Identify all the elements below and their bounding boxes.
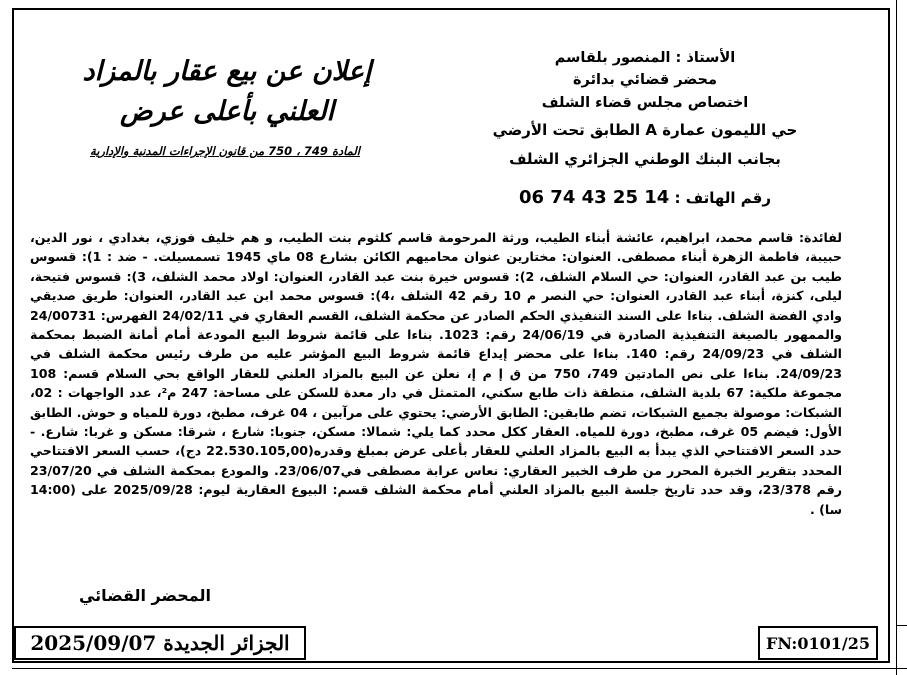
announcement-body: لفائدة: قاسم محمد، ابراهيم، عائشة أبناء الطيب، ورثة المرحومة قاسم كلثوم بنت الطيب، و هم خليف فوزي، بغدادي ، نور الدين، حبيبة، فاطمة الزهرة أبناء مصطفى. العنوان: مختارين عنوان محاميهم الكائن بشارع 08 ماي 1945 تسمسيلت. - ضد : 1): قسوس طيب بن عبد القادر، العنوان: حي السلام الشلف، 2): قسوس خيرة بنت عبد القادر، العنوان: اولاد محمد الشلف، 3): قسوس فتيحة، ليلى، كنزة، أبناء عبد القادر، العنوان: حي النصر م 10 رقم 42 الشلف ،4): قسوس محمد ابن عبد القادر، العنوان: طريق صديقي وادي الفضة الشلف. بناءا على السند التنفيذي الحكم الصادر عن محكمة الشلف، القسم العقاري في 24/02/11 الفهرس: 24/00731 والممهور بالصيغة التنفيذية الصادرة في 24/06/19 رقم: 1023. بناءا على قائمة شروط البيع المودعة أمام أمانة الضبط بمحكمة الشلف في 24/09/23 رقم: 140. بناءا على محضر إيداع قائمة شروط البيع المؤشر عليه من طرف رئيس محكمة الشلف في 24/09/23. بناءا على نص المادتين 749، 750 من ق إ م إ، نعلن عن البيع بالمزاد العلني للعقار الواقع بحي السلام قسم: 108 مجموعة ملكية: 67 بلدية الشلف، منطقة ذات طابع سكني، المتمثل في دار معدة للسكن على مساحة: 247 م²، عدد الواجهات : 02، الشبكات: موصولة بجميع الشبكات، تضم طابقين: الطابق الأرضي: يحتوي على مرآبين ، 04 غرف، مطبخ، دورة للمياه و حوش. الطابق الأول: فيضم 05 غرف، مطبخ، دورة للمياه. العقار ككل محدد كما يلي: شمالا: مسكن، جنوبا: شارع ، شرقا: مسكن و غربا: شارع. - حدد السعر الافتتاحي الذي يبدأ به البيع بالمزاد العلني للعقار بأعلى عرض بمبلغ وقدره(22.530.105,00 دج)، حسب السعر الافتتاحي المحدد بتقرير الخبرة المحرر من طرف الخبير العقاري: نعاس عرابة مصطفى في23/06/07. والمودع بمحكمة الشلف في 23/07/20 رقم 23/378، وقد حدد تاريخ جلسة البيع بالمزاد العلني أمام محكمة الشلف قسم: البيوع العقارية ليوم: 2025/09/28 على (14:00 سا) . (30, 230, 843, 517)
fn-code: FN:0101/25 (766, 633, 870, 653)
signature: المحضر القضائي (78, 586, 211, 605)
column-divider (896, 0, 897, 675)
newspaper-label: الجزائر الجديدة 2025/09/07 (30, 631, 290, 655)
bailiff-name: الأستاذ : المنصور بلقاسم (554, 50, 736, 66)
title-line-2: العلني بأعلى عرض (119, 96, 335, 127)
bailiff-phone (470, 187, 820, 208)
bailiff-jurisdiction: اختصاص مجلس قضاء الشلف (541, 95, 749, 111)
phone-number: 06 74 43 25 14 (518, 187, 670, 208)
bailiff-address-2: بجانب البنك الوطني الجزائري الشلف (509, 150, 781, 168)
title-line-1: إعلان عن بيع عقار بالمزاد (82, 56, 372, 87)
fn-box (758, 626, 878, 660)
announcement-title (44, 52, 410, 132)
column-divider-tick (896, 625, 907, 626)
newspaper-box (14, 626, 306, 660)
bailiff-title: محضر قضائي بدائرة (573, 72, 717, 88)
bottom-divider (12, 668, 907, 669)
legal-reference: المادة 749 ، 750 من قانون الإجراءات المدنية والإدارية (90, 144, 360, 158)
phone-label: رقم الهاتف : (674, 189, 771, 207)
bailiff-address-1: حي الليمون عمارة A الطابق تحت الأرضي (492, 121, 798, 139)
